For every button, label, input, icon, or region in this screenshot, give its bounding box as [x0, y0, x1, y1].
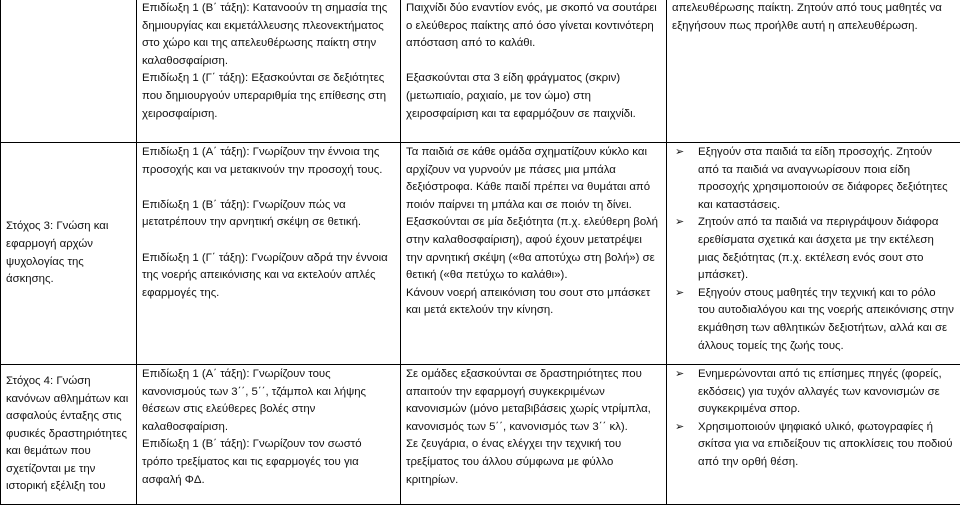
teaching-list [672, 144, 955, 355]
activity-text: Σε ομάδες εξασκούνται σε δραστηριότητες που απαιτούν την εφαρμογή συγκεκριμένων κανονισμών (μόνο μεταβιβάσεις χωρίς ντρίμπλα, κανονισμός των 5΄΄, κανονισμός των 3΄΄ κλ). [406, 366, 661, 436]
activity-text: Εξασκούνται στα 3 είδη φράγματος (σκριν) (μετωπιαίο, ραχιαίο, με τον ώμο) στη χειροσφαίριση και τα εφαρμόζουν σε παιχνίδι. [406, 70, 661, 123]
pursuit-text: Επιδίωξη 1 (Β΄ τάξη): Γνωρίζουν τον σωστό τρόπο τρεξίματος και τις εφαρμογές του για ασφαλή ΦΔ. [142, 436, 395, 489]
pursuits-cell [137, 365, 401, 505]
activity-text: Τα παιδιά σε κάθε ομάδα σχηματίζουν κύκλο και αρχίζουν να γυρνούν με πάσες μια μπάλα δεξιόστροφα. Κάθε παιδί πρέπει να θυμάται από ποιόν παίρνει τη μπάλα και σε ποιόν τη δίνει. [406, 144, 661, 214]
activity-text: Εξασκούνται σε μία δεξιότητα (π.χ. ελεύθερη βολή στην καλαθοσφαίριση), αφού έχουν μετατρέψει την αρνητική σκέψη («θα αποτύχω στη βολή») σε θετική («θα πετύχω το καλάθι»). [406, 214, 661, 284]
activities-cell [401, 143, 667, 365]
teaching-text: Χρησιμοποιούν ψηφιακό υλικό, φωτογραφίες ή σκίτσα για να επιδείξουν τις αποκλίσεις του ποδιού από την ορθή θέση. [698, 421, 952, 468]
arrowhead-bullet-icon: ➢ [675, 366, 684, 384]
pursuit-text: Επιδίωξη 1 (Α΄ τάξη): Γνωρίζουν την έννοια της προσοχής και να μετακινούν την προσοχή τους. [142, 144, 395, 179]
list-item [672, 144, 955, 214]
pursuits-cell [137, 143, 401, 365]
list-item [672, 419, 955, 472]
goal-text: Στόχος 4: Γνώση κανόνων αθλημάτων και ασφαλούς ένταξης στις φυσικές δραστηριότητες και θεμάτων που σχετίζονται με την ιστορική εξέλιξη του [6, 373, 131, 496]
arrowhead-bullet-icon: ➢ [675, 285, 684, 303]
pursuit-text: Επιδίωξη 1 (Β΄ τάξη): Γνωρίζουν πώς να μετατρέπουν την αρνητική σκέψη σε θετική. [142, 197, 395, 232]
activity-text: Σε ζευγάρια, ο ένας ελέγχει την τεχνική του τρεξίματος του άλλου σύμφωνα με φύλλο κριτηρίων. [406, 436, 661, 489]
activities-cell [401, 365, 667, 505]
goal-text: Στόχος 3: Γνώση και εφαρμογή αρχών ψυχολογίας της άσκησης. [6, 218, 131, 288]
arrowhead-bullet-icon: ➢ [675, 214, 684, 232]
arrowhead-bullet-icon: ➢ [675, 144, 684, 162]
teaching-list [672, 366, 955, 472]
teaching-text: Ζητούν από τα παιδιά να περιγράψουν διάφορα ερεθίσματα σχετικά και άσχετα με την εκτέλεση μιας δεξιότητας (π.χ. εκτέλεση ενός σουτ στο μπάσκετ). [698, 216, 938, 281]
list-item [672, 366, 955, 419]
list-item [672, 214, 955, 284]
teaching-cell [667, 143, 960, 365]
pursuit-text: Επιδίωξη 1 (Γ΄ τάξη): Γνωρίζουν αδρά την έννοια της νοερής απεικόνισης και να εκτελούν απλές εφαρμογές της. [142, 250, 395, 303]
pursuit-text: Επιδίωξη 1 (Β΄ τάξη): Κατανοούν τη σημασία της δημιουργίας και εκμετάλλευσης πλεονεκτήματος στο χώρο και της απελευθέρωσης παίκτη στην καλαθοσφαίριση. [142, 0, 395, 70]
pursuit-text: Επιδίωξη 1 (Γ΄ τάξη): Εξασκούνται σε δεξιότητες που δημιουργούν υπεραριθμία της επίθεσης στη χειροσφαίριση. [142, 70, 395, 123]
teaching-cell [667, 365, 960, 505]
table-row [1, 365, 960, 505]
activities-cell [401, 0, 667, 143]
activity-text: Παιχνίδι δύο εναντίον ενός, με σκοπό να σουτάρει ο ελεύθερος παίκτης από όσο γίνεται κοντινότερη απόσταση από το καλάθι. [406, 0, 661, 53]
list-item [672, 285, 955, 355]
teaching-cell [667, 0, 960, 143]
arrowhead-bullet-icon: ➢ [675, 419, 684, 437]
goal-cell [1, 0, 137, 143]
goal-cell [1, 365, 137, 505]
teaching-text: Ενημερώνονται από τις επίσημες πηγές (φορείς, εκδόσεις) για τυχόν αλλαγές των κανονισμών σε συγκεκριμένα σπορ. [698, 368, 942, 415]
pursuits-cell [137, 0, 401, 143]
activity-text: Κάνουν νοερή απεικόνιση του σουτ στο μπάσκετ και μετά εκτελούν την κίνηση. [406, 285, 661, 320]
teaching-text: Εξηγούν στα παιδιά τα είδη προσοχής. Ζητούν από τα παιδιά να αναγνωρίσουν ποια είδη προσοχής χρησιμοποιούν σε διάφορες δεξιότητες και καταστάσεις. [698, 146, 948, 211]
goal-cell [1, 143, 137, 365]
teaching-text: Εξηγούν στους μαθητές την τεχνική και το ρόλο του αυτοδιαλόγου και της νοερής απεικόνισης στην εκμάθηση των αθλητικών δεξιοτήτων, αλλά και σε άλλους τομείς της ζωής τους. [698, 287, 954, 352]
table-row [1, 0, 960, 143]
pursuit-text: Επιδίωξη 1 (Α΄ τάξη): Γνωρίζουν τους κανονισμούς των 3΄΄, 5΄΄, τζάμπολ και λήψης θέσεων στις ελεύθερες βολές στην καλαθοσφαίριση. [142, 366, 395, 436]
teaching-text: απελευθέρωσης παίκτη. Ζητούν από τους μαθητές να εξηγήσουν πως προήλθε αυτή η απελευθέρωση. [672, 0, 955, 35]
table-row [1, 143, 960, 365]
